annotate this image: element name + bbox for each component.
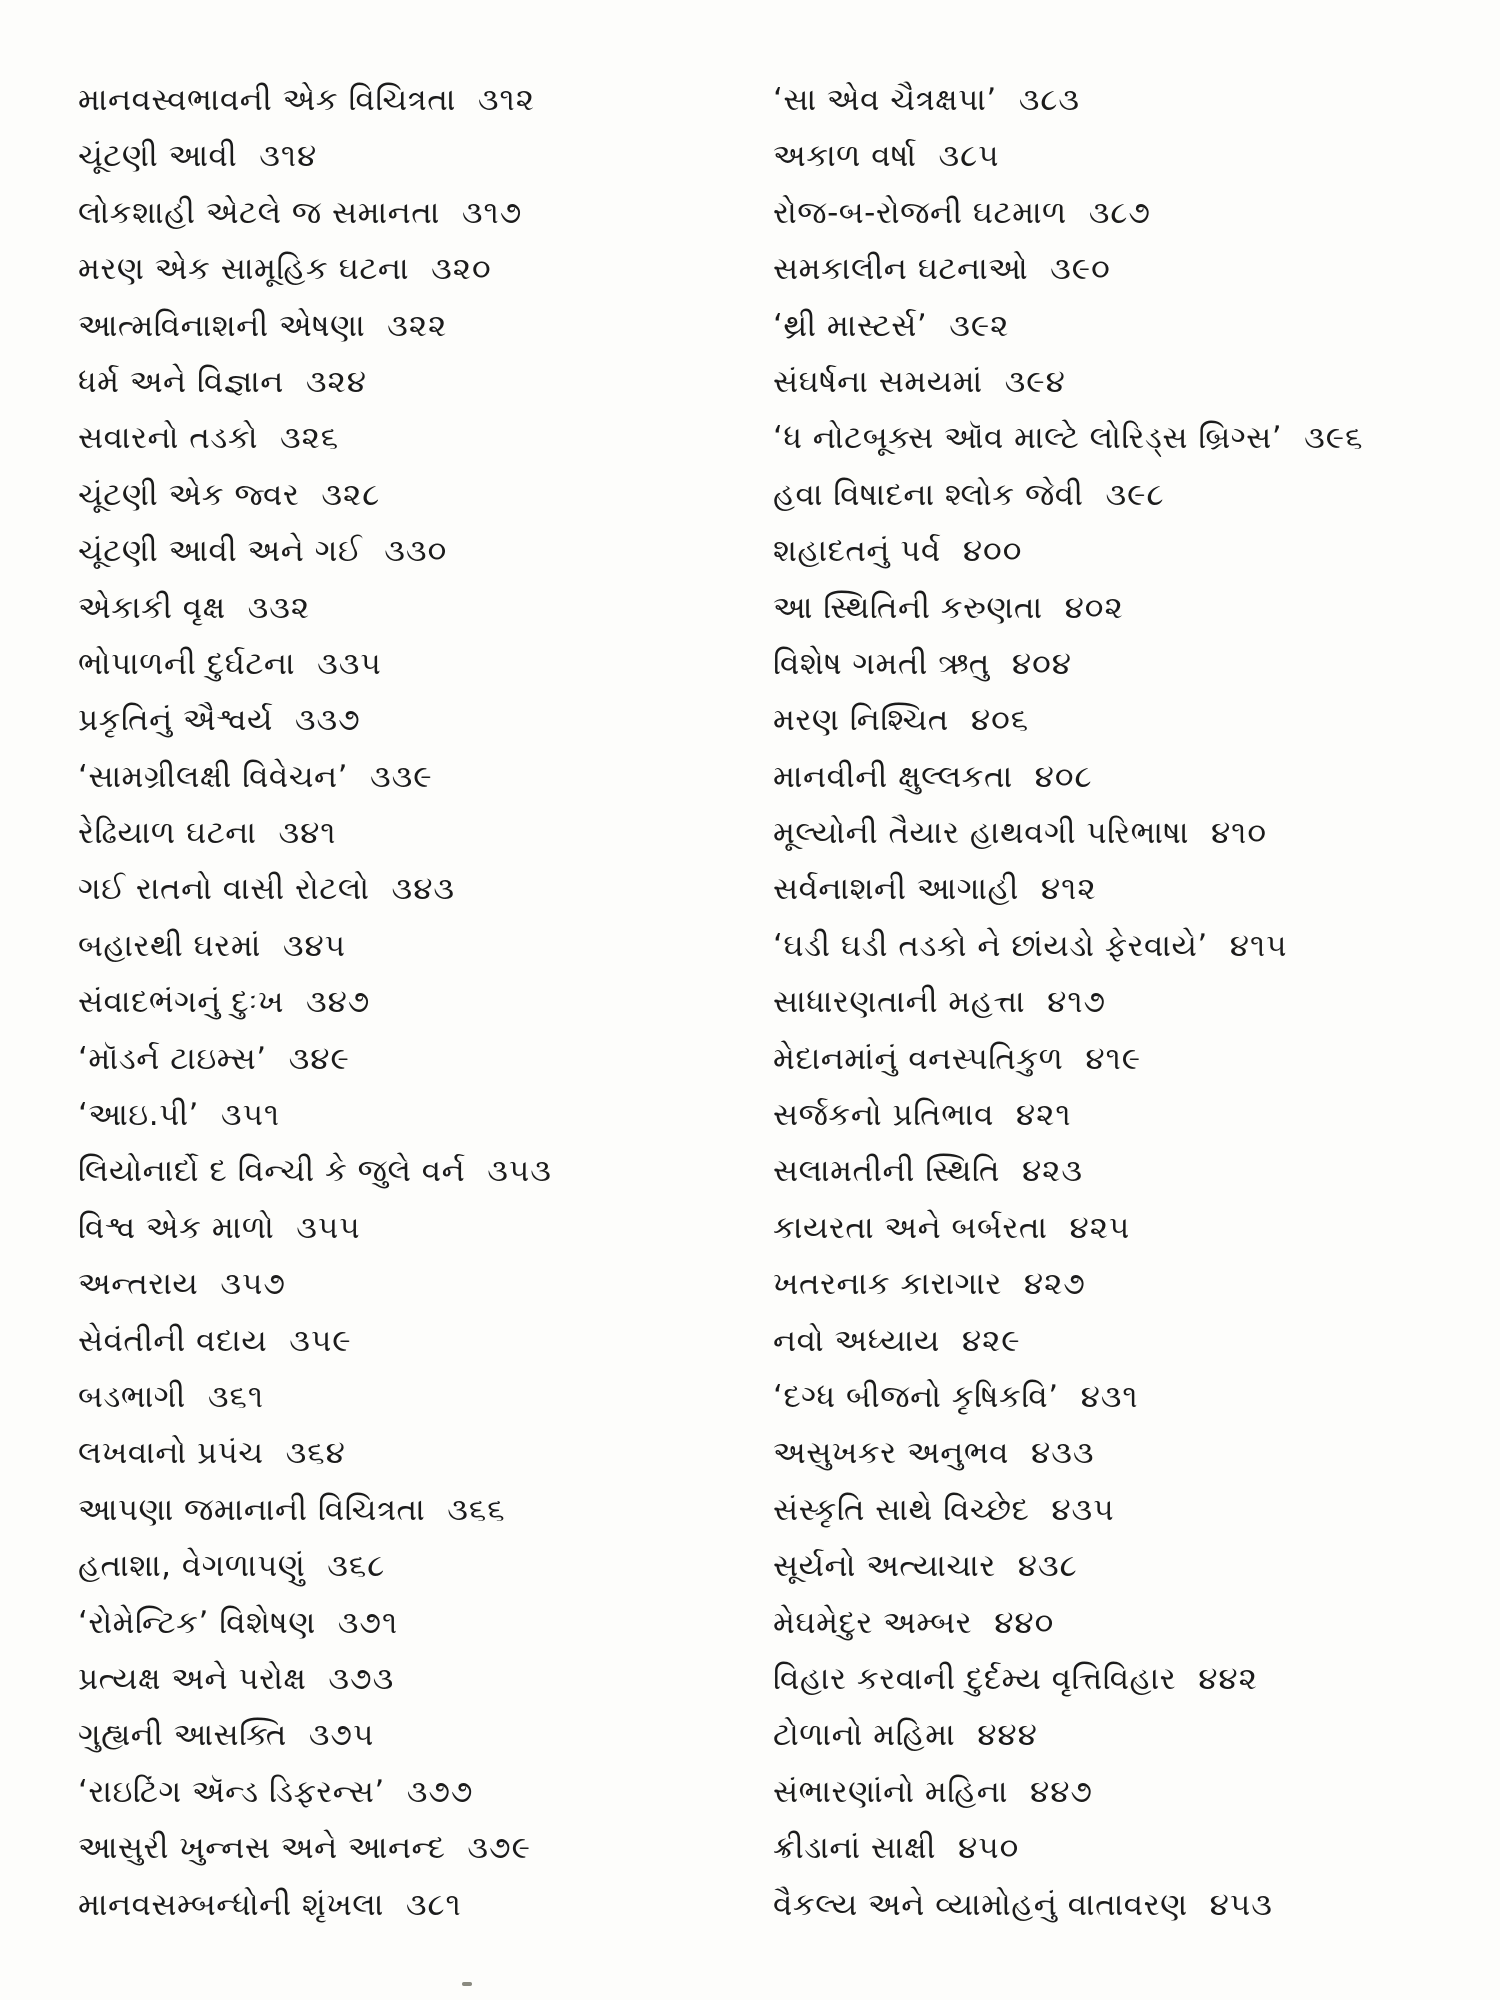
entry-title: લિયોનાર્દો દ વિન્ચી કે જુલે વર્ન <box>78 1153 466 1190</box>
entry-page-number: ૪૫૦ <box>958 1830 1020 1867</box>
contents-entry <box>78 1595 738 1651</box>
entry-title: સંભારણાંનો મહિના <box>773 1773 1008 1810</box>
entry-page-number: ૩૯૬ <box>1304 420 1364 457</box>
contents-entry <box>773 523 1483 579</box>
entry-title: વિશ્વ એક માળો <box>78 1209 275 1246</box>
entry-page-number: ૩૧૨ <box>477 82 535 118</box>
entry-page-number: ૩૭૩ <box>328 1660 395 1697</box>
entry-title: વિહાર કરવાની દુર્દમ્ય વૃત્તિવિહાર <box>773 1660 1177 1697</box>
entry-title: ‘સા એવ ચૈત્રક્ષપા’ <box>773 82 997 118</box>
contents-entry <box>78 1764 738 1820</box>
entry-page-number: ૩૯૮ <box>1105 476 1165 513</box>
contents-entry <box>78 1651 738 1707</box>
entry-page-number: ૩૮૩ <box>1018 82 1081 118</box>
entry-title: લખવાનો પ્રપંચ <box>78 1435 264 1472</box>
contents-entry <box>78 241 738 297</box>
contents-entry <box>773 1313 1483 1369</box>
entry-page-number: ૪૧૨ <box>1040 871 1097 908</box>
entry-page-number: ૩૪૯ <box>288 1040 350 1077</box>
entry-title: મેદાનમાંનું વનસ્પતિકુળ <box>773 1040 1064 1077</box>
entry-title: ‘થ્રી માસ્ટર્સ’ <box>773 307 928 344</box>
entry-page-number: ૩૯૪ <box>1004 363 1066 400</box>
contents-entry <box>78 636 738 692</box>
contents-entry <box>78 861 738 917</box>
entry-title: પ્રકૃતિનું ઐશ્વર્ય <box>78 702 273 739</box>
entry-title: રેઢિયાળ ઘટના <box>78 815 257 852</box>
entry-title: સેવંતીની વદાય <box>78 1322 268 1359</box>
contents-entry <box>773 974 1483 1030</box>
contents-entry <box>78 1143 738 1199</box>
entry-title: ગુહ્યની આસક્તિ <box>78 1717 287 1754</box>
entry-page-number: ૩૪૫ <box>282 927 347 964</box>
entry-title: વિશેષ ગમતી ઋતુ <box>773 645 990 682</box>
entry-title: ચૂંટણી એક જ્વર <box>78 476 300 513</box>
contents-entry <box>773 128 1483 184</box>
entry-page-number: ૩૬૬ <box>447 1491 506 1528</box>
entry-page-number: ૩૮૫ <box>938 138 1000 175</box>
entry-title: મરણ એક સામૂહિક ઘટના <box>78 251 410 288</box>
contents-entry <box>773 467 1483 523</box>
entry-page-number: ૩૭૫ <box>308 1717 375 1754</box>
contents-entry <box>78 410 738 466</box>
entry-page-number: ૩૮૭ <box>1088 194 1151 231</box>
entry-page-number: ૪૨૭ <box>1023 1266 1086 1303</box>
entry-page-number: ૪૦૮ <box>1034 758 1093 795</box>
entry-title: મરણ નિશ્ચિત <box>773 702 949 739</box>
entry-page-number: ૩૩૯ <box>369 758 433 795</box>
entry-page-number: ૩૨૨ <box>387 307 448 344</box>
entry-title: હવા વિષાદના શ્લોક જેવી <box>773 476 1084 513</box>
entry-title: લોકશાહી એટલે જ સમાનતા <box>78 194 440 231</box>
contents-entry <box>773 1820 1483 1876</box>
entry-title: અન્તરાય <box>78 1266 199 1303</box>
contents-entry <box>773 1877 1483 1933</box>
contents-entry <box>773 1425 1483 1481</box>
entry-title: એકાકી વૃક્ષ <box>78 589 226 626</box>
entry-title: ચૂંટણી આવી અને ગઈ <box>78 533 363 570</box>
entry-title: અસુખકર અનુભવ <box>773 1435 1009 1472</box>
contents-entry <box>773 918 1483 974</box>
entry-page-number: ૪૩૮ <box>1017 1548 1078 1585</box>
entry-title: હતાશા, વેગળાપણું <box>78 1548 306 1585</box>
contents-entry <box>773 749 1483 805</box>
entry-title: બડભાગી <box>78 1378 186 1415</box>
contents-entry <box>773 861 1483 917</box>
entry-title: ધર્મ અને વિજ્ઞાન <box>78 363 284 400</box>
entry-title: માનવસમ્બન્ધોની શૃંખલા <box>78 1886 384 1923</box>
entry-title: ‘મૉડર્ન ટાઇમ્સ’ <box>78 1040 267 1077</box>
entry-title: વૈકલ્ય અને વ્યામોહનું વાતાવરણ <box>773 1886 1188 1923</box>
contents-entry <box>78 1707 738 1763</box>
entry-title: પ્રત્યક્ષ અને પરોક્ષ <box>78 1660 307 1697</box>
entry-title: આ સ્થિતિની કરુણતા <box>773 589 1043 626</box>
entry-page-number: ૩૫૫ <box>296 1209 361 1246</box>
entry-page-number: ૩૧૭ <box>461 194 523 231</box>
contents-entry <box>773 185 1483 241</box>
contents-entry <box>78 1820 738 1876</box>
entry-title: ‘ધ નોટબૂક્સ ઑવ માલ્ટે લોરિડ્સ બ્રિગ્સ’ <box>773 420 1283 457</box>
entry-page-number: ૪૪૭ <box>1029 1773 1093 1810</box>
contents-entry <box>773 1087 1483 1143</box>
contents-entry <box>78 128 738 184</box>
contents-entry <box>773 1369 1483 1425</box>
entry-title: આપણા જમાનાની વિચિત્રતા <box>78 1491 426 1528</box>
entry-title: નવો અધ્યાય <box>773 1322 940 1359</box>
entry-title: ક્રીડાનાં સાક્ષી <box>773 1830 936 1867</box>
entry-page-number: ૩૩૫ <box>317 645 382 682</box>
entry-page-number: ૩૨૪ <box>305 363 367 400</box>
contents-entry <box>78 1313 738 1369</box>
entry-title: સર્વનાશની આગાહી <box>773 871 1019 908</box>
contents-entry <box>78 1538 738 1594</box>
contents-entry <box>773 72 1483 128</box>
entry-title: ‘આઇ.પી’ <box>78 1097 199 1134</box>
contents-entry <box>78 1425 738 1481</box>
contents-entry <box>78 974 738 1030</box>
contents-entry <box>78 1031 738 1087</box>
contents-entry <box>773 1764 1483 1820</box>
contents-entry <box>773 298 1483 354</box>
entry-title: સંવાદભંગનું દુઃખ <box>78 984 284 1021</box>
entry-page-number: ૩૫૭ <box>220 1266 286 1303</box>
contents-column-right <box>773 72 1483 1933</box>
page-speck <box>462 1982 472 1986</box>
entry-page-number: ૩૪૭ <box>305 984 371 1021</box>
entry-title: બહારથી ઘરમાં <box>78 927 261 964</box>
entry-page-number: ૩૮૧ <box>405 1886 462 1923</box>
entry-title: ‘ઘડી ઘડી તડકો ને છાંયડો ફેરવાયે’ <box>773 927 1208 964</box>
entry-title: કાયરતા અને બર્બરતા <box>773 1209 1048 1246</box>
entry-page-number: ૩૫૧ <box>220 1097 281 1134</box>
entry-page-number: ૪૩૧ <box>1080 1378 1139 1415</box>
entry-page-number: ૪૦૪ <box>1011 645 1072 682</box>
contents-entry <box>78 523 738 579</box>
entry-page-number: ૪૩૫ <box>1051 1491 1115 1528</box>
contents-entry <box>773 1143 1483 1199</box>
contents-entry <box>78 1369 738 1425</box>
entry-title: સંઘર્ષના સમયમાં <box>773 363 983 400</box>
contents-entry <box>773 1031 1483 1087</box>
entry-page-number: ૪૨૧ <box>1015 1097 1072 1134</box>
entry-title: અકાળ વર્ષા <box>773 138 917 175</box>
entry-page-number: ૪૪૦ <box>994 1604 1055 1641</box>
entry-page-number: ૪૨૩ <box>1021 1153 1084 1190</box>
contents-entry <box>773 1256 1483 1312</box>
entry-page-number: ૪૧૦ <box>1210 815 1268 852</box>
contents-column-left <box>78 72 738 1933</box>
entry-title: મૂલ્યોની તૈયાર હાથવગી પરિભાષા <box>773 815 1189 852</box>
entry-title: સૂર્યનો અત્યાચાર <box>773 1548 996 1585</box>
entry-page-number: ૩૨૬ <box>279 420 340 457</box>
entry-page-number: ૩૪૧ <box>278 815 337 852</box>
entry-title: સાધારણતાની મહત્તા <box>773 984 1026 1021</box>
contents-entry <box>773 241 1483 297</box>
entry-title: ટોળાનો મહિમા <box>773 1717 956 1754</box>
contents-entry <box>78 805 738 861</box>
entry-page-number: ૩૬૪ <box>285 1435 346 1472</box>
contents-entry <box>78 467 738 523</box>
entry-page-number: ૪૧૯ <box>1085 1040 1142 1077</box>
contents-entry <box>773 805 1483 861</box>
entry-page-number: ૩૩૭ <box>294 702 361 739</box>
entry-page-number: ૩૪૩ <box>391 871 456 908</box>
entry-page-number: ૪૦૨ <box>1064 589 1124 626</box>
entry-page-number: ૩૩૦ <box>384 533 448 570</box>
entry-title: ‘રોમેન્ટિક’ વિશેષણ <box>78 1604 316 1641</box>
contents-entry <box>773 1651 1483 1707</box>
contents-entry <box>78 354 738 410</box>
contents-entry <box>78 1256 738 1312</box>
entry-title: ‘રાઇટિંગ ઍન્ડ ડિફરન્સ’ <box>78 1773 385 1810</box>
entry-title: સંસ્કૃતિ સાથે વિચ્છેદ <box>773 1491 1030 1528</box>
entry-page-number: ૪૪૪ <box>977 1717 1038 1754</box>
contents-entry <box>78 749 738 805</box>
contents-entry <box>78 918 738 974</box>
entry-title: સમકાલીન ઘટનાઓ <box>773 251 1029 288</box>
entry-page-number: ૩૯૨ <box>949 307 1010 344</box>
entry-title: રોજ-બ-રોજની ઘટમાળ <box>773 194 1067 231</box>
contents-entry <box>78 1200 738 1256</box>
entry-title: માનવીની ક્ષુલ્લકતા <box>773 758 1013 795</box>
contents-entry <box>773 1482 1483 1538</box>
contents-entry <box>773 1707 1483 1763</box>
entry-title: આત્મવિનાશની એષણા <box>78 307 366 344</box>
entry-page-number: ૪૧૫ <box>1229 927 1288 964</box>
contents-entry <box>773 354 1483 410</box>
contents-entry <box>78 185 738 241</box>
entry-page-number: ૪૨૯ <box>961 1322 1021 1359</box>
contents-entry <box>773 636 1483 692</box>
entry-page-number: ૩૫૯ <box>289 1322 352 1359</box>
contents-entry <box>78 580 738 636</box>
entry-title: સર્જકનો પ્રતિભાવ <box>773 1097 994 1134</box>
entry-page-number: ૩૬૮ <box>327 1548 386 1585</box>
entry-title: મેઘમેદુર અમ્બર <box>773 1604 973 1641</box>
entry-title: ‘દગ્ધ બીજનો કૃષિકવિ’ <box>773 1378 1059 1415</box>
entry-page-number: ૩૬૧ <box>207 1378 265 1415</box>
entry-page-number: ૪૪૨ <box>1198 1660 1258 1697</box>
entry-title: આસુરી ખુન્નસ અને આનન્દ <box>78 1830 446 1867</box>
contents-entry <box>773 1200 1483 1256</box>
contents-entry <box>78 1877 738 1933</box>
entry-page-number: ૪૨૫ <box>1069 1209 1131 1246</box>
contents-entry <box>78 1087 738 1143</box>
entry-page-number: ૩૫૩ <box>487 1153 552 1190</box>
entry-page-number: ૩૩૨ <box>247 589 311 626</box>
entry-title: માનવસ્વભાવની એક વિચિત્રતા <box>78 82 456 118</box>
entry-page-number: ૪૩૩ <box>1030 1435 1095 1472</box>
entry-page-number: ૩૭૯ <box>467 1830 531 1867</box>
entry-title: ખતરનાક કારાગાર <box>773 1266 1002 1303</box>
contents-entry <box>773 1595 1483 1651</box>
contents-entry <box>773 580 1483 636</box>
contents-entry <box>78 1482 738 1538</box>
entry-page-number: ૩૯૦ <box>1050 251 1111 288</box>
contents-entry <box>773 1538 1483 1594</box>
entry-page-number: ૪૦૬ <box>970 702 1030 739</box>
entry-title: સલામતીની સ્થિતિ <box>773 1153 1000 1190</box>
entry-title: ચૂંટણી આવી <box>78 138 238 175</box>
entry-title: સવારનો તડકો <box>78 420 258 457</box>
entry-page-number: ૩૨૦ <box>431 251 492 288</box>
entry-page-number: ૪૦૦ <box>962 533 1023 570</box>
contents-entry <box>78 298 738 354</box>
entry-title: ભોપાળની દુર્ઘટના <box>78 645 296 682</box>
entry-page-number: ૩૧૪ <box>259 138 318 175</box>
contents-entry <box>773 410 1483 466</box>
entry-page-number: ૪૫૩ <box>1209 1886 1273 1923</box>
entry-page-number: ૩૨૮ <box>321 476 381 513</box>
contents-entry <box>78 72 738 128</box>
entry-title: શહાદતનું પર્વ <box>773 533 941 570</box>
entry-title: ‘સામગ્રીલક્ષી વિવેચન’ <box>78 758 348 795</box>
entry-title: ગઈ રાતનો વાસી રોટલો <box>78 871 370 908</box>
entry-page-number: ૩૭૧ <box>337 1604 399 1641</box>
entry-page-number: ૩૭૭ <box>406 1773 474 1810</box>
entry-page-number: ૪૧૭ <box>1047 984 1107 1021</box>
contents-entry <box>78 692 738 748</box>
contents-entry <box>773 692 1483 748</box>
